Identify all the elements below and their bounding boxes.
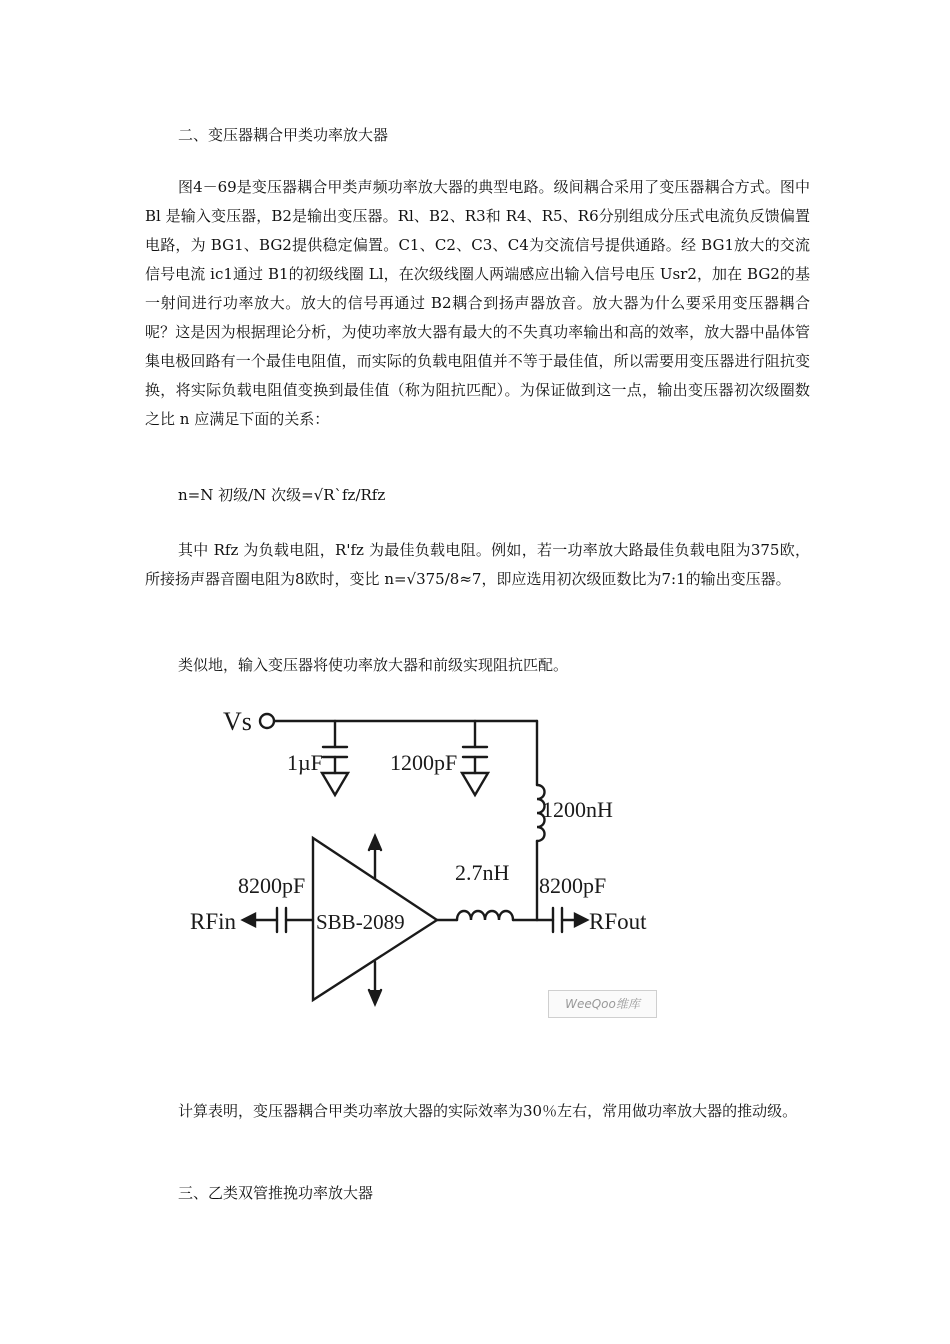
- turns-ratio-formula: n=N 初级/N 次级=√R`fz/Rfz: [178, 486, 386, 504]
- weeqoo-watermark: WeeQoo维库: [548, 990, 657, 1018]
- l1-label: 1200nH: [542, 797, 613, 822]
- c2-label: 1200pF: [390, 750, 458, 775]
- c1-label: 1µF: [287, 750, 323, 775]
- amplifier-circuit-diagram: [185, 700, 670, 1030]
- l2-label: 2.7nH: [455, 860, 510, 885]
- paragraph-efficiency: 计算表明，变压器耦合甲类功率放大器的实际效率为30％左右，常用做功率放大器的推动级。: [178, 1102, 798, 1120]
- section-heading-3: 三、乙类双管推挽功率放大器: [178, 1184, 374, 1202]
- cout-label: 8200pF: [539, 873, 607, 898]
- rfin-label: RFin: [190, 909, 237, 934]
- amplifier-label: SBB-2089: [316, 910, 405, 934]
- cin-label: 8200pF: [238, 873, 306, 898]
- paragraph-transformer-coupling: 图4－69是变压器耦合甲类声频功率放大器的典型电路。级间耦合采用了变压器耦合方式。图中 Bl 是输入变压器，B2是输出变压器。Rl、B2、R3和 R4、R5、R6分别组成分压式电流负反馈偏置电路，为 BG1、BG2提供稳定偏置。C1、C2、C3、C4为交流信号提供通路。经 BG1放大的交流信号电流 ic1通过 B1的初级线圈 Ll，在次级线圈人两端感应出输入信号电压 Usr2，加在 BG2的基一射间进行功率放大。放大的信号再通过 B2耦合到扬声器放音。放大器为什么要采用变压器耦合呢？这是因为根据理论分析，为使功率放大器有最大的不失真功率输出和高的效率，放大器中晶体管集电极回路有一个最佳电阻值，而实际的负载电阻值并不等于最佳值，所以需要用变压器进行阻抗变换，将实际负载电阻值变换到最佳值（称为阻抗匹配）。为保证做到这一点，输出变压器初次级圈数之比 n 应满足下面的关系：: [145, 178, 810, 428]
- paragraph-input-transformer: 类似地，输入变压器将使功率放大器和前级实现阻抗匹配。: [178, 656, 569, 674]
- rfout-label: RFout: [589, 909, 647, 934]
- paragraph-example: 其中 Rfz 为负载电阻，R'fz 为最佳负载电阻。例如，若一功率放大路最佳负载电阻为375欧，所接扬声器音圈电阻为8欧时，变比 n=√375/8≈7，即应选用初次级匝数比为7:1的输出变压器。: [145, 541, 810, 588]
- vs-label: Vs: [223, 707, 252, 736]
- section-heading-2: 二、变压器耦合甲类功率放大器: [178, 126, 389, 144]
